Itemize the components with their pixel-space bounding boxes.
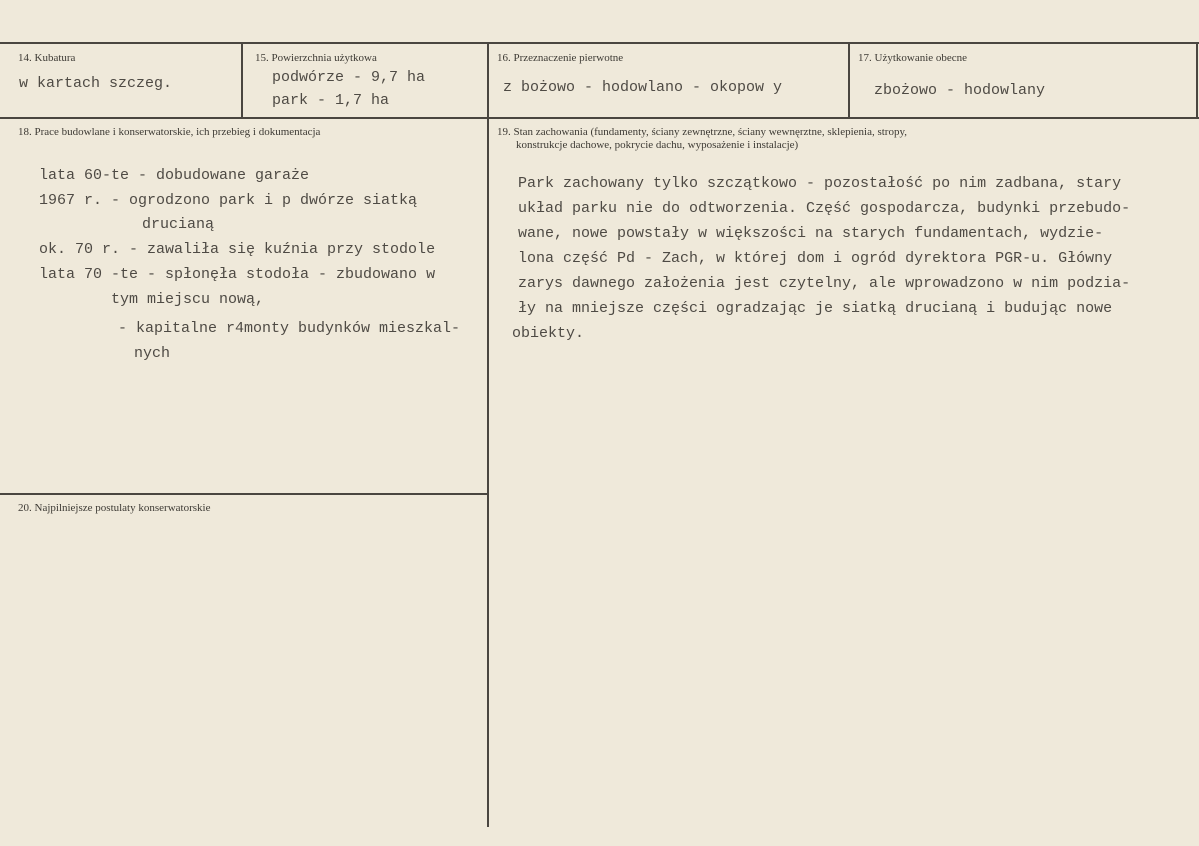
field-17-label: 17. Użytkowanie obecne: [858, 52, 968, 64]
field-19-label-cont: konstrukcje dachowe, pokrycie dachu, wyposażenie i instalacje): [516, 139, 799, 151]
field-14-value: w kartach szczeg.: [19, 75, 173, 92]
field-18-line: 1967 r. - ogrodzono park i p dwórze siatką: [39, 192, 418, 209]
field-18-line: lata 70 -te - spłonęła stodoła - zbudowano w: [39, 266, 436, 283]
row1-bottom-rule: [0, 117, 1199, 119]
field-18-line: ok. 70 r. - zawaliła się kuźnia przy stodole: [39, 241, 436, 258]
field-19-line: zarys dawnego założenia jest czytelny, ale wprowadzono w nim podzia-: [518, 275, 1131, 292]
field-18-line: lata 60-te - dobudowane garaże: [39, 167, 310, 184]
section-20-top-rule: [0, 493, 488, 495]
field-19-line: Park zachowany tylko szczątkowo - pozostałość po nim zadbana, stary: [518, 175, 1122, 192]
field-19-label: 19. Stan zachowania (fundamenty, ściany zewnętrzne, ściany wewnęrztne, sklepienia, stropy,: [497, 126, 908, 138]
divider-14-15: [241, 42, 243, 118]
field-14-label: 14. Kubatura: [18, 52, 76, 64]
field-16-label: 16. Przeznaczenie pierwotne: [497, 52, 624, 64]
form-right-rule: [1196, 42, 1198, 118]
field-19-line: wane, nowe powstały w większości na starych fundamentach, wydzie-: [518, 225, 1104, 242]
field-19-line: układ parku nie do odtworzenia. Część gospodarcza, budynki przebudo-: [518, 200, 1131, 217]
field-19-line: ły na mniejsze części ogradzając je siatką drucianą i budując nowe: [518, 300, 1113, 317]
field-18-label: 18. Prace budowlane i konserwatorskie, ich przebieg i dokumentacja: [18, 126, 321, 138]
field-18-line: - kapitalne r4monty budynków mieszkal-: [118, 320, 461, 337]
field-20-label: 20. Najpilniejsze postulaty konserwatorskie: [18, 502, 211, 514]
field-18-line: drucianą: [142, 216, 215, 233]
form-top-rule: [0, 42, 1199, 44]
divider-16-17: [848, 42, 850, 118]
field-19-line: lona część Pd - Zach, w której dom i ogród dyrektora PGR-u. Główny: [518, 250, 1113, 267]
divider-15-16: [487, 42, 489, 827]
field-16-value: z bożowo - hodowlano - okopow y: [503, 79, 783, 96]
field-18-line: nych: [134, 345, 171, 362]
field-18-line: tym miejscu nową,: [111, 291, 265, 308]
field-19-line: obiekty.: [512, 325, 585, 342]
field-15-line: podwórze - 9,7 ha: [272, 69, 426, 86]
field-17-value: zbożowo - hodowlany: [874, 82, 1046, 99]
field-15-label: 15. Powierzchnia użytkowa: [255, 52, 377, 64]
field-15-line: park - 1,7 ha: [272, 92, 390, 109]
